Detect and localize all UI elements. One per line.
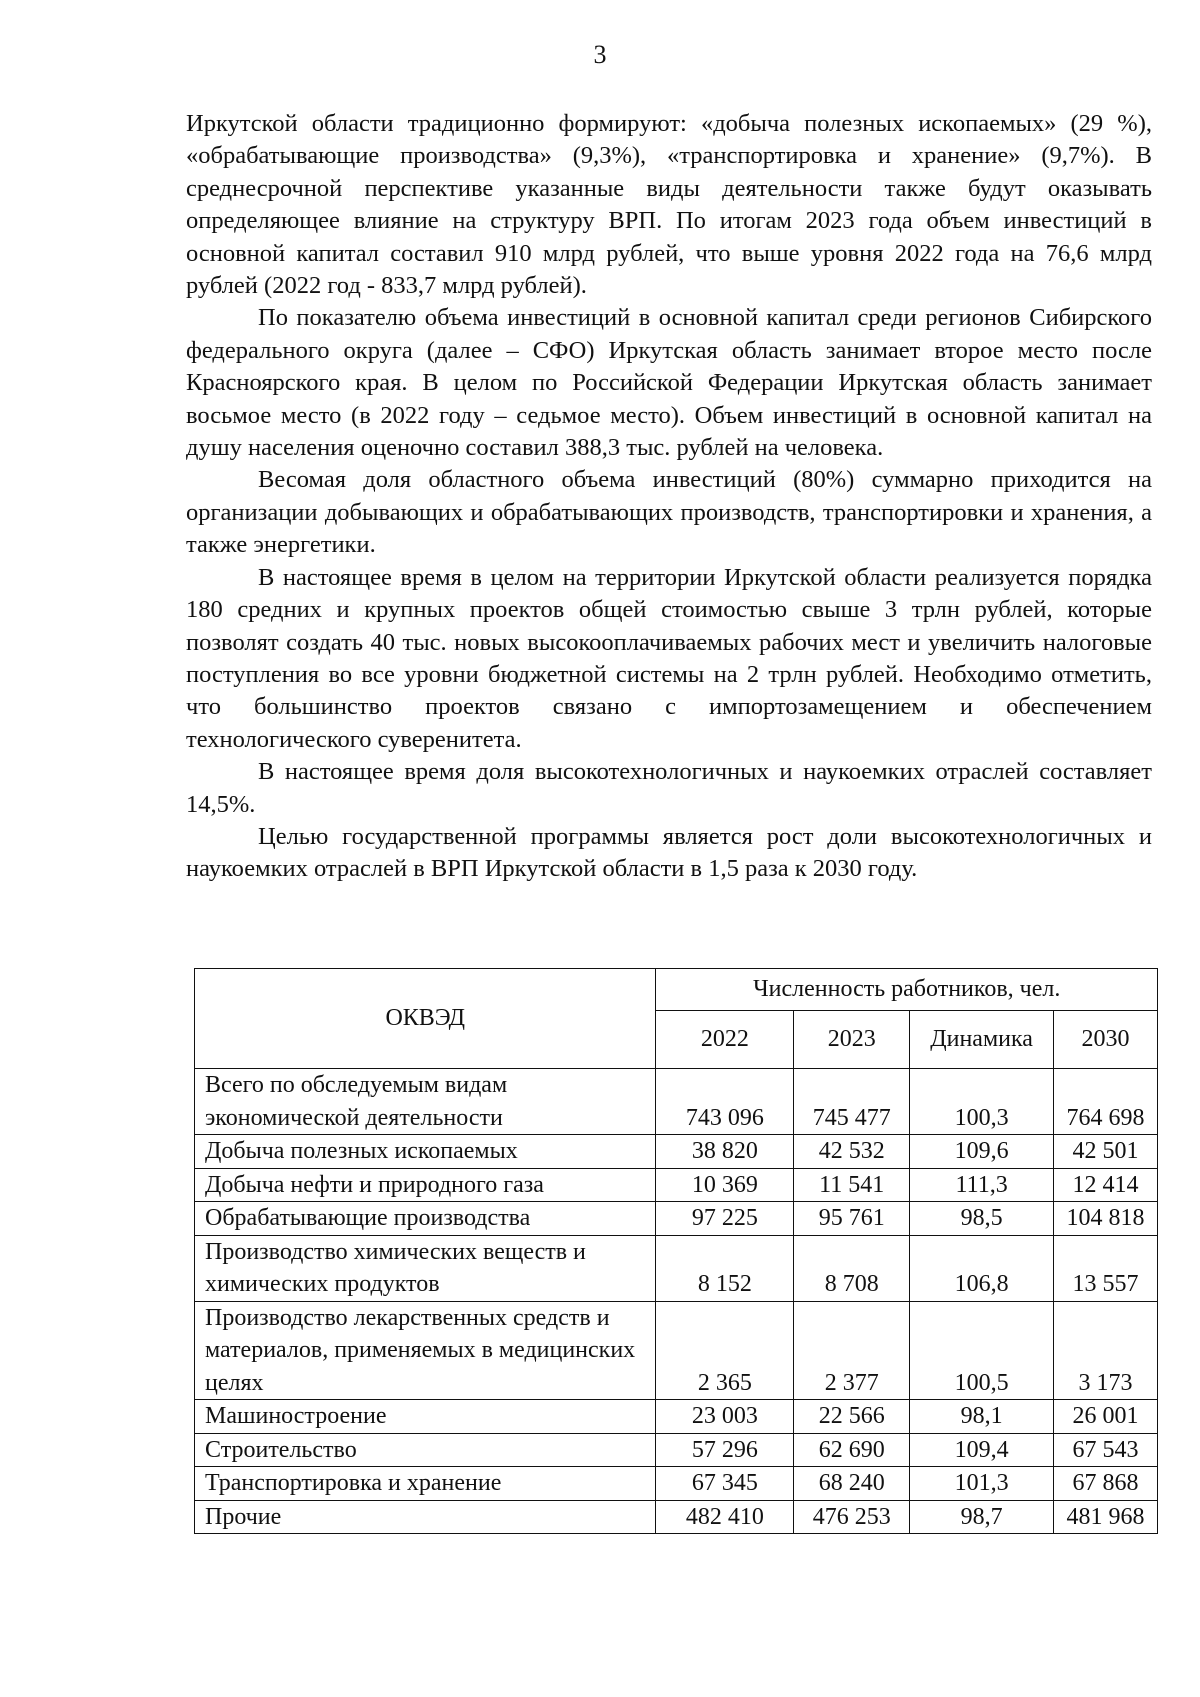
- row-value-dyn: 100,5: [910, 1301, 1054, 1400]
- row-label: Добыча полезных ископаемых: [195, 1135, 656, 1169]
- row-value-dyn: 98,7: [910, 1500, 1054, 1534]
- row-label: Транспортировка и хранение: [195, 1467, 656, 1501]
- employees-table: [194, 968, 1158, 1534]
- row-value-v2022: 57 296: [656, 1433, 794, 1467]
- row-label: Обрабатывающие производства: [195, 1202, 656, 1236]
- paragraph-6: Целью государственной программы является рост доли высокотехнологичных и наукоемких отраслей в ВРП Иркутской области в 1,5 раза к 2030 году.: [186, 822, 1152, 883]
- table-row: [195, 1235, 1158, 1301]
- row-value-v2022: 8 152: [656, 1235, 794, 1301]
- row-label: Добыча нефти и природного газа: [195, 1168, 656, 1202]
- row-label: Всего по обследуемым видам экономической деятельности: [195, 1069, 656, 1135]
- row-value-v2023: 476 253: [794, 1500, 910, 1534]
- row-label: Производство лекарственных средств и материалов, применяемых в медицинских целях: [195, 1301, 656, 1400]
- row-value-dyn: 101,3: [910, 1467, 1054, 1501]
- col-header-2023: 2023: [794, 1011, 910, 1069]
- paragraph-5: В настоящее время доля высокотехнологичных и наукоемких отраслей составляет 14,5%.: [186, 758, 1152, 818]
- table-row: [195, 1301, 1158, 1400]
- row-value-dyn: 111,3: [910, 1168, 1054, 1202]
- col-header-2022: 2022: [656, 1011, 794, 1069]
- row-value-v2023: 42 532: [794, 1135, 910, 1169]
- employees-group-header: Численность работников, чел.: [656, 969, 1158, 1011]
- paragraph-4: В настоящее время в целом на территории Иркутской области реализуется порядка 180 средних и крупных проектов общей стоимостью свыше 3 трлн рублей, которые позволят создать 40 тыс. новых высокооплачиваемых рабочих мест и увеличить налоговые поступления во все уровни бюджетной системы на 2 трлн рублей. Необходимо отметить, что большинство проектов связано с импортозамещением и обеспечением технологического суверенитета.: [186, 563, 1152, 753]
- row-value-dyn: 98,1: [910, 1400, 1054, 1434]
- row-value-v2030: 26 001: [1054, 1400, 1158, 1434]
- table-header-row: [195, 969, 1158, 1011]
- row-value-v2022: 482 410: [656, 1500, 794, 1534]
- table-row: [195, 1500, 1158, 1534]
- table-row: [195, 1135, 1158, 1169]
- table-row: [195, 1467, 1158, 1501]
- row-label: Прочие: [195, 1500, 656, 1534]
- col-header-2030: 2030: [1054, 1011, 1158, 1069]
- paragraph-2: По показателю объема инвестиций в основной капитал среди регионов Сибирского федерального округа (далее – СФО) Иркутская область занимает второе место после Красноярского края. В целом по Российской Федерации Иркутская область занимает восьмое место (в 2022 году – седьмое место). Объем инвестиций в основной капитал на душу населения оценочно составил 388,3 тыс. рублей на человека.: [186, 304, 1152, 462]
- row-value-v2030: 764 698: [1054, 1069, 1158, 1135]
- row-value-v2022: 2 365: [656, 1301, 794, 1400]
- page-number: 3: [593, 40, 607, 69]
- row-value-v2030: 67 543: [1054, 1433, 1158, 1467]
- row-value-v2022: 10 369: [656, 1168, 794, 1202]
- row-value-v2022: 97 225: [656, 1202, 794, 1236]
- row-value-v2023: 68 240: [794, 1467, 910, 1501]
- row-value-v2022: 38 820: [656, 1135, 794, 1169]
- okved-header: ОКВЭД: [195, 969, 656, 1069]
- row-value-v2030: 3 173: [1054, 1301, 1158, 1400]
- row-value-v2023: 22 566: [794, 1400, 910, 1434]
- row-value-v2022: 23 003: [656, 1400, 794, 1434]
- row-value-v2030: 481 968: [1054, 1500, 1158, 1534]
- paragraph-3: Весомая доля областного объема инвестиций (80%) суммарно приходится на организации добывающих и обрабатывающих производств, транспортировки и хранения, а также энергетики.: [186, 466, 1152, 559]
- row-value-dyn: 98,5: [910, 1202, 1054, 1236]
- row-label: Производство химических веществ и химических продуктов: [195, 1235, 656, 1301]
- row-value-v2030: 67 868: [1054, 1467, 1158, 1501]
- document-body: [186, 108, 1152, 886]
- row-value-v2023: 11 541: [794, 1168, 910, 1202]
- row-value-v2030: 13 557: [1054, 1235, 1158, 1301]
- row-value-v2030: 42 501: [1054, 1135, 1158, 1169]
- table-row: [195, 1202, 1158, 1236]
- paragraph-1: Иркутской области традиционно формируют: «добыча полезных ископаемых» (29 %), «обрабатывающие производства» (9,3%), «транспортировка и хранение» (9,7%). В среднесрочной перспективе указанные виды деятельности также будут оказывать определяющее влияние на структуру ВРП. По итогам 2023 года объем инвестиций в основной капитал составил 910 млрд рублей, что выше уровня 2022 года на 76,6 млрд рублей (2022 год - 833,7 млрд рублей).: [186, 110, 1152, 300]
- row-value-v2022: 743 096: [656, 1069, 794, 1135]
- table-row: [195, 1069, 1158, 1135]
- row-value-dyn: 109,4: [910, 1433, 1054, 1467]
- row-value-v2023: 62 690: [794, 1433, 910, 1467]
- table-row: [195, 1168, 1158, 1202]
- row-value-v2023: 745 477: [794, 1069, 910, 1135]
- table-row: [195, 1400, 1158, 1434]
- col-header-dynamics: Динамика: [910, 1011, 1054, 1069]
- row-value-dyn: 100,3: [910, 1069, 1054, 1135]
- row-value-dyn: 109,6: [910, 1135, 1054, 1169]
- row-value-v2030: 12 414: [1054, 1168, 1158, 1202]
- row-value-v2022: 67 345: [656, 1467, 794, 1501]
- row-label: Строительство: [195, 1433, 656, 1467]
- row-value-v2023: 2 377: [794, 1301, 910, 1400]
- row-value-dyn: 106,8: [910, 1235, 1054, 1301]
- row-value-v2030: 104 818: [1054, 1202, 1158, 1236]
- row-value-v2023: 8 708: [794, 1235, 910, 1301]
- row-label: Машиностроение: [195, 1400, 656, 1434]
- table-body: [195, 1069, 1158, 1534]
- table-row: [195, 1433, 1158, 1467]
- row-value-v2023: 95 761: [794, 1202, 910, 1236]
